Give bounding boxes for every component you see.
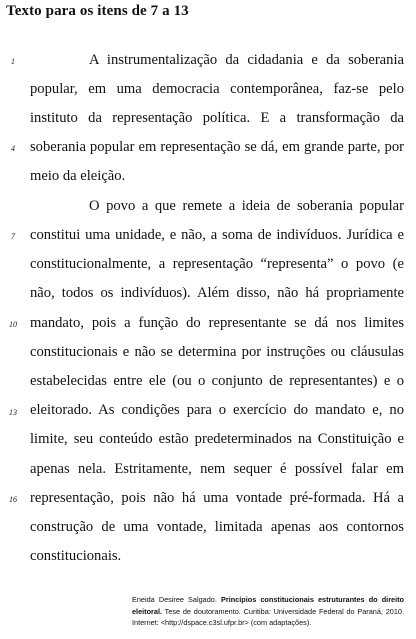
paragraph-2-line: constitui uma unidade, e não, a soma de indivíduos. Jurídica e [30, 227, 404, 243]
paragraph-1-line: popular, em uma democracia contemporânea, faz-se pelo [30, 81, 404, 97]
paragraph-1-line: instituto da representação política. E a transformação da [30, 110, 404, 126]
paragraph-2-line: constitucionais. [30, 548, 122, 564]
paragraph-2-line: estabelecidas entre ele (ou o conjunto de representantes) e o [30, 373, 404, 389]
line-number: 1 [11, 57, 15, 66]
line-number: 7 [11, 232, 15, 241]
paragraph-2-line: constitucionais e não se determina por instruções ou cláusulas [30, 344, 404, 360]
paragraph-1-line: A instrumentalização da cidadania e da soberania [89, 52, 404, 68]
paragraph-2-line: limite, seu conteúdo estão predeterminados na Constituição e [30, 431, 404, 447]
line-number: 4 [11, 144, 15, 153]
paragraph-2-line: mandato, pois a função do representante se dá nos limites [30, 315, 404, 331]
paragraph-1-line: soberania popular em representação se dá, em grande parte, por [30, 139, 404, 155]
citation-author: Eneida Desiree Salgado. [132, 595, 217, 604]
source-citation [132, 594, 404, 629]
paragraph-1-line: meio da eleição. [30, 168, 126, 184]
paragraph-2-line: não, todos os indivíduos). Além disso, não há propriamente [30, 285, 404, 301]
paragraph-2-line: constitucionalmente, a representação “representa” o povo (e [30, 256, 404, 272]
line-number: 10 [9, 320, 17, 329]
line-number: 13 [9, 408, 17, 417]
paragraph-2-line: apenas nela. Estritamente, nem sequer é possível falar em [30, 461, 404, 477]
line-number: 16 [9, 495, 17, 504]
citation-details: Tese de doutoramento. Curitiba: Universidade Federal do Paraná, 2010. Internet: <http://dspace.c3sl.ufpr.br> (com adaptações). [132, 606, 404, 627]
paragraph-2-line: eleitorado. As condições para o exercício do mandato e, no [30, 402, 404, 418]
paragraph-2-line: construção de uma vontade, limitada apenas aos contornos [30, 519, 404, 535]
section-title: Texto para os itens de 7 a 13 [6, 3, 189, 19]
paragraph-2-line: representação, pois não há uma vontade pré-formada. Há a [30, 490, 404, 506]
paragraph-2-line: O povo a que remete a ideia de soberania popular [89, 198, 404, 214]
citation-work-title: Princípios constitucionais estruturantes do direito eleitoral. [132, 595, 405, 616]
